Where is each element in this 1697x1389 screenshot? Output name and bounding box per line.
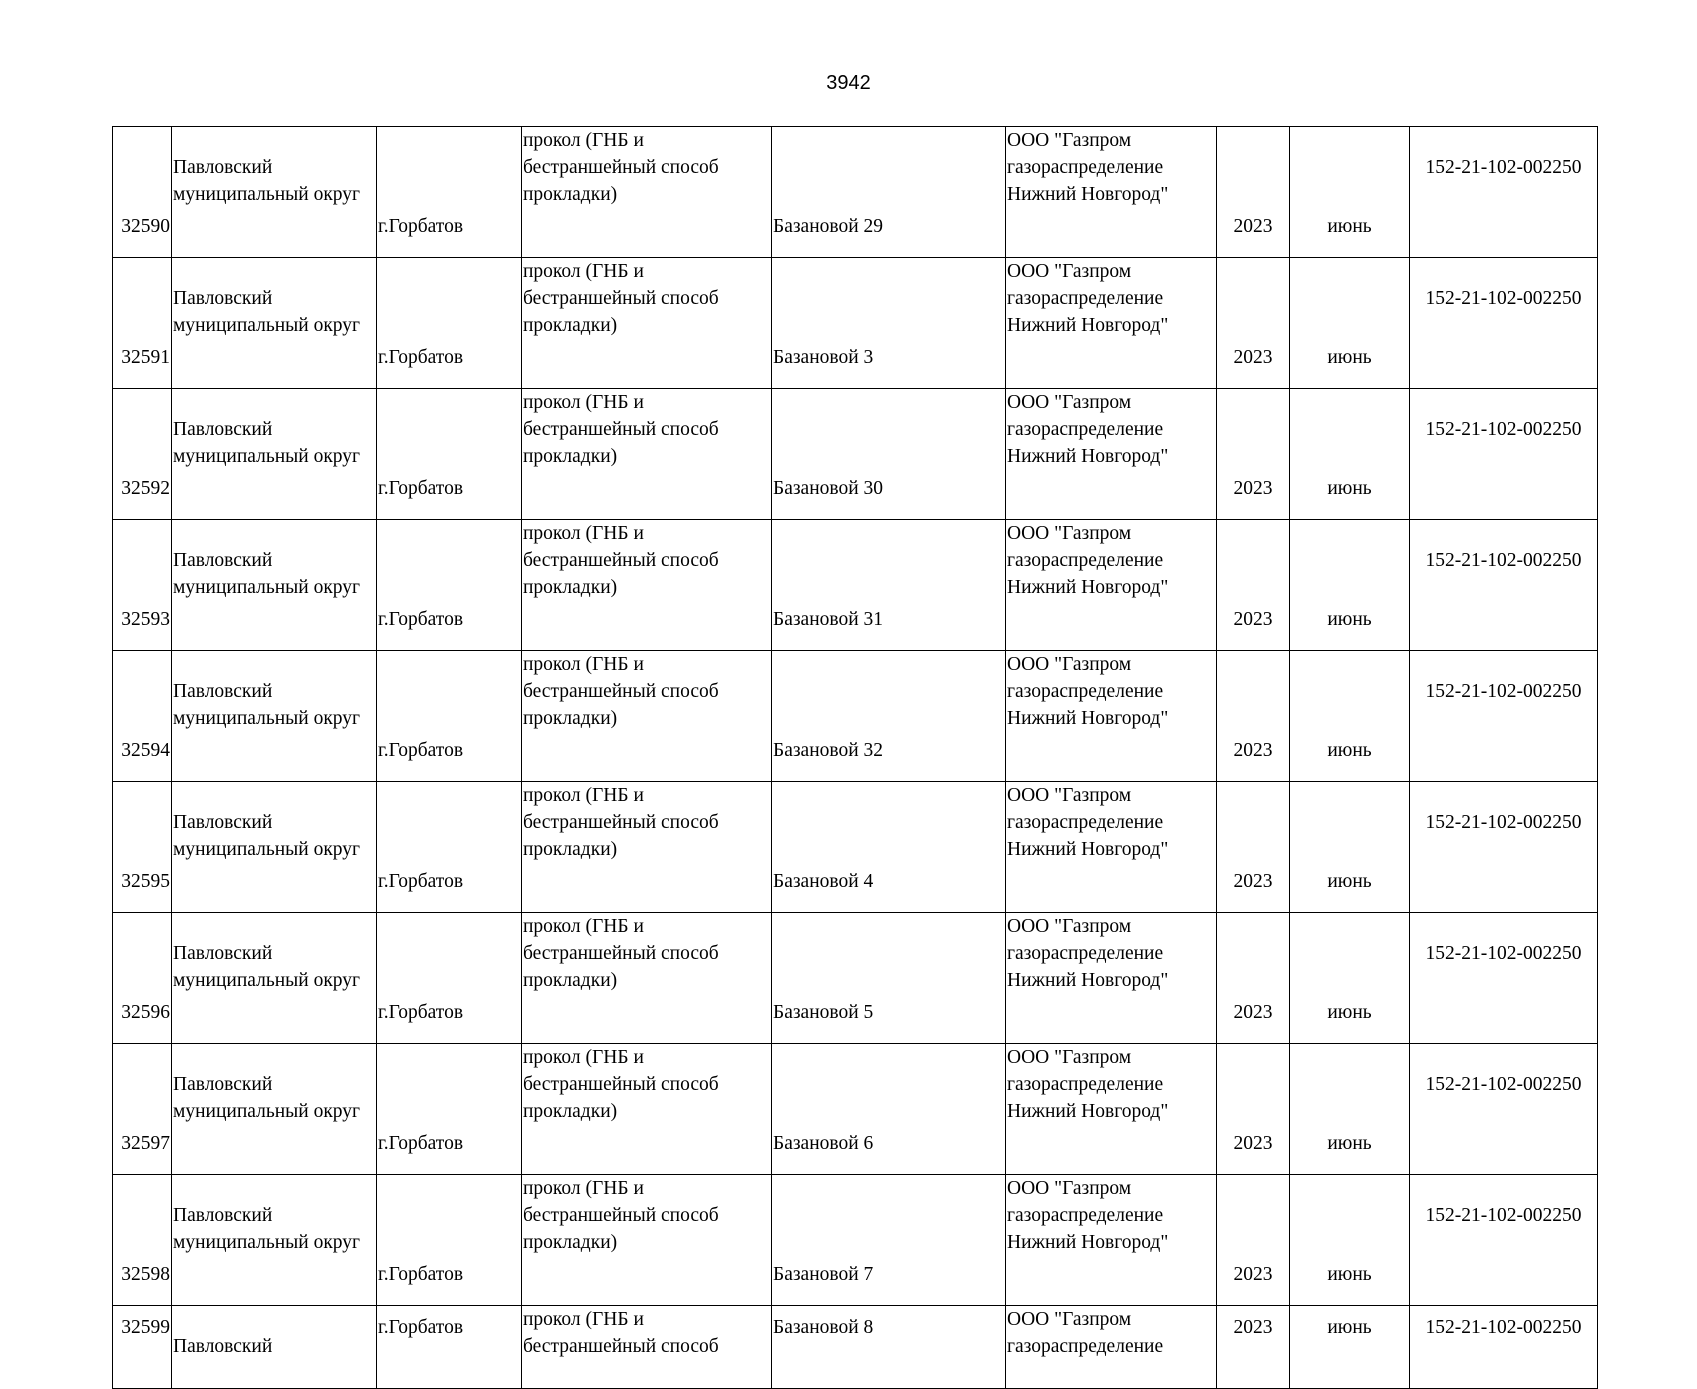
organization-line: ООО "Газпром xyxy=(1007,392,1132,413)
region-line: муниципальный округ xyxy=(173,184,361,205)
address-cell: Базановой 6 xyxy=(772,1044,1006,1175)
table-row xyxy=(113,782,1598,913)
locality-cell: г.Горбатов xyxy=(377,258,522,389)
work-type-line: бестраншейный способ xyxy=(523,943,719,964)
organization-line: ООО "Газпром xyxy=(1007,916,1132,937)
table-row xyxy=(113,913,1598,1044)
work-type-line: прокладки) xyxy=(523,839,618,860)
work-type-line: бестраншейный способ xyxy=(523,550,719,571)
row-number-cell: 32592 xyxy=(113,389,172,520)
code-cell: 152-21-102-002250 xyxy=(1410,651,1598,782)
month-cell: июнь xyxy=(1290,782,1410,913)
region-line: муниципальный округ xyxy=(173,970,361,991)
region-cell xyxy=(172,258,377,389)
work-type-line: бестраншейный способ xyxy=(523,419,719,440)
organization-line: Нижний Новгород" xyxy=(1007,577,1169,598)
table-row xyxy=(113,520,1598,651)
organization-line: Нижний Новгород" xyxy=(1007,708,1169,729)
region-cell xyxy=(172,1044,377,1175)
work-type-line: прокладки) xyxy=(523,970,618,991)
year-cell: 2023 xyxy=(1217,651,1290,782)
year-cell: 2023 xyxy=(1217,913,1290,1044)
month-cell: июнь xyxy=(1290,1044,1410,1175)
code-cell: 152-21-102-002250 xyxy=(1410,1044,1598,1175)
row-number-cell: 32597 xyxy=(113,1044,172,1175)
work-type-line: бестраншейный способ xyxy=(523,812,719,833)
organization-line: Нижний Новгород" xyxy=(1007,1101,1169,1122)
row-number-cell: 32593 xyxy=(113,520,172,651)
table-row xyxy=(113,127,1598,258)
organization-line: Нижний Новгород" xyxy=(1007,1232,1169,1253)
address-cell: Базановой 5 xyxy=(772,913,1006,1044)
region-line: муниципальный округ xyxy=(173,577,361,598)
locality-cell: г.Горбатов xyxy=(377,127,522,258)
year-cell: 2023 xyxy=(1217,127,1290,258)
region-line: муниципальный округ xyxy=(173,315,361,336)
work-type-line: бестраншейный способ xyxy=(523,288,719,309)
region-line: муниципальный округ xyxy=(173,446,361,467)
organization-line: ООО "Газпром xyxy=(1007,261,1132,282)
work-type-line: прокол (ГНБ и xyxy=(523,1047,644,1068)
month-cell: июнь xyxy=(1290,651,1410,782)
organization-cell xyxy=(1006,651,1217,782)
code-cell: 152-21-102-002250 xyxy=(1410,1175,1598,1306)
month-cell: июнь xyxy=(1290,127,1410,258)
region-cell xyxy=(172,651,377,782)
address-cell: Базановой 4 xyxy=(772,782,1006,913)
address-cell: Базановой 3 xyxy=(772,258,1006,389)
work-type-line: прокладки) xyxy=(523,1232,618,1253)
year-cell: 2023 xyxy=(1217,389,1290,520)
organization-line: Нижний Новгород" xyxy=(1007,839,1169,860)
locality-cell: г.Горбатов xyxy=(377,1044,522,1175)
organization-line: газораспределение xyxy=(1007,943,1164,964)
table-row xyxy=(113,1175,1598,1306)
year-cell: 2023 xyxy=(1217,1175,1290,1306)
region-line: Павловский xyxy=(173,419,273,440)
organization-line: газораспределение xyxy=(1007,1074,1164,1095)
organization-cell xyxy=(1006,1175,1217,1306)
work-type-line: прокол (ГНБ и xyxy=(523,785,644,806)
table-body xyxy=(113,127,1598,1389)
region-cell xyxy=(172,913,377,1044)
organization-line: газораспределение xyxy=(1007,681,1164,702)
work-type-line: прокладки) xyxy=(523,708,618,729)
work-type-line: прокол (ГНБ и xyxy=(523,654,644,675)
locality-cell: г.Горбатов xyxy=(377,913,522,1044)
region-line: Павловский xyxy=(173,157,273,178)
year-cell: 2023 xyxy=(1217,520,1290,651)
work-type-cell xyxy=(522,258,772,389)
row-number-cell: 32595 xyxy=(113,782,172,913)
work-type-cell xyxy=(522,651,772,782)
organization-line: газораспределение xyxy=(1007,288,1164,309)
row-number-cell: 32599 xyxy=(113,1306,172,1389)
organization-line: газораспределение xyxy=(1007,419,1164,440)
organization-line: ООО "Газпром xyxy=(1007,785,1132,806)
region-line: Павловский xyxy=(173,1205,273,1226)
work-type-line: бестраншейный способ xyxy=(523,1074,719,1095)
work-type-cell xyxy=(522,389,772,520)
work-type-cell xyxy=(522,520,772,651)
organization-line: ООО "Газпром xyxy=(1007,1309,1132,1330)
table-row xyxy=(113,1044,1598,1175)
code-cell: 152-21-102-002250 xyxy=(1410,520,1598,651)
region-cell xyxy=(172,389,377,520)
month-cell: июнь xyxy=(1290,1306,1410,1389)
work-type-line: прокол (ГНБ и xyxy=(523,1178,644,1199)
code-cell: 152-21-102-002250 xyxy=(1410,782,1598,913)
organization-cell xyxy=(1006,1044,1217,1175)
row-number-cell: 32594 xyxy=(113,651,172,782)
address-cell: Базановой 29 xyxy=(772,127,1006,258)
region-line: Павловский xyxy=(173,288,273,309)
region-cell xyxy=(172,782,377,913)
work-type-line: прокол (ГНБ и xyxy=(523,130,644,151)
table-row xyxy=(113,258,1598,389)
region-line: Павловский xyxy=(173,812,273,833)
code-cell: 152-21-102-002250 xyxy=(1410,389,1598,520)
code-cell: 152-21-102-002250 xyxy=(1410,913,1598,1044)
code-cell: 152-21-102-002250 xyxy=(1410,258,1598,389)
row-number-cell: 32598 xyxy=(113,1175,172,1306)
region-cell xyxy=(172,1175,377,1306)
address-cell: Базановой 30 xyxy=(772,389,1006,520)
month-cell: июнь xyxy=(1290,1175,1410,1306)
locality-cell: г.Горбатов xyxy=(377,389,522,520)
organization-line: Нижний Новгород" xyxy=(1007,184,1169,205)
region-line: Павловский xyxy=(173,681,273,702)
page-number: 3942 xyxy=(826,72,871,94)
locality-cell: г.Горбатов xyxy=(377,520,522,651)
region-line: Павловский xyxy=(173,943,273,964)
region-line: Павловский xyxy=(173,1336,273,1357)
address-cell: Базановой 8 xyxy=(772,1306,1006,1389)
organization-line: газораспределение xyxy=(1007,1336,1164,1357)
work-type-line: бестраншейный способ xyxy=(523,681,719,702)
year-cell: 2023 xyxy=(1217,1306,1290,1389)
locality-cell: г.Горбатов xyxy=(377,651,522,782)
work-type-cell xyxy=(522,1306,772,1389)
organization-line: газораспределение xyxy=(1007,550,1164,571)
work-type-cell xyxy=(522,782,772,913)
organization-cell xyxy=(1006,127,1217,258)
region-cell xyxy=(172,127,377,258)
organization-line: ООО "Газпром xyxy=(1007,1047,1132,1068)
work-type-cell xyxy=(522,1044,772,1175)
work-type-cell xyxy=(522,913,772,1044)
organization-cell xyxy=(1006,389,1217,520)
address-cell: Базановой 32 xyxy=(772,651,1006,782)
organization-line: газораспределение xyxy=(1007,812,1164,833)
work-type-line: прокладки) xyxy=(523,315,618,336)
organization-line: Нижний Новгород" xyxy=(1007,315,1169,336)
month-cell: июнь xyxy=(1290,520,1410,651)
work-type-cell xyxy=(522,127,772,258)
month-cell: июнь xyxy=(1290,389,1410,520)
organization-line: Нижний Новгород" xyxy=(1007,970,1169,991)
organization-line: Нижний Новгород" xyxy=(1007,446,1169,467)
code-cell: 152-21-102-002250 xyxy=(1410,1306,1598,1389)
work-type-line: прокладки) xyxy=(523,1101,618,1122)
work-type-line: бестраншейный способ xyxy=(523,1205,719,1226)
work-type-line: прокладки) xyxy=(523,184,618,205)
organization-cell xyxy=(1006,1306,1217,1389)
organization-line: ООО "Газпром xyxy=(1007,654,1132,675)
table-row xyxy=(113,1306,1598,1389)
organization-cell xyxy=(1006,913,1217,1044)
organization-cell xyxy=(1006,520,1217,651)
locality-cell: г.Горбатов xyxy=(377,1306,522,1389)
work-type-line: прокол (ГНБ и xyxy=(523,392,644,413)
work-type-line: бестраншейный способ xyxy=(523,157,719,178)
table-row xyxy=(113,389,1598,520)
organization-line: газораспределение xyxy=(1007,1205,1164,1226)
region-line: муниципальный округ xyxy=(173,1101,361,1122)
region-line: муниципальный округ xyxy=(173,839,361,860)
table-row xyxy=(113,651,1598,782)
work-type-cell xyxy=(522,1175,772,1306)
organization-line: ООО "Газпром xyxy=(1007,130,1132,151)
organization-line: ООО "Газпром xyxy=(1007,1178,1132,1199)
code-cell: 152-21-102-002250 xyxy=(1410,127,1598,258)
work-type-line: прокол (ГНБ и xyxy=(523,261,644,282)
region-line: Павловский xyxy=(173,550,273,571)
region-line: муниципальный округ xyxy=(173,1232,361,1253)
month-cell: июнь xyxy=(1290,258,1410,389)
organization-line: ООО "Газпром xyxy=(1007,523,1132,544)
organization-cell xyxy=(1006,258,1217,389)
region-line: муниципальный округ xyxy=(173,708,361,729)
locality-cell: г.Горбатов xyxy=(377,782,522,913)
row-number-cell: 32596 xyxy=(113,913,172,1044)
row-number-cell: 32591 xyxy=(113,258,172,389)
work-type-line: прокол (ГНБ и xyxy=(523,1309,644,1330)
year-cell: 2023 xyxy=(1217,258,1290,389)
region-line: Павловский xyxy=(173,1074,273,1095)
address-cell: Базановой 7 xyxy=(772,1175,1006,1306)
organization-cell xyxy=(1006,782,1217,913)
work-type-line: прокладки) xyxy=(523,446,618,467)
work-type-line: прокол (ГНБ и xyxy=(523,916,644,937)
work-type-line: бестраншейный способ xyxy=(523,1336,719,1357)
year-cell: 2023 xyxy=(1217,1044,1290,1175)
region-cell xyxy=(172,520,377,651)
locality-cell: г.Горбатов xyxy=(377,1175,522,1306)
month-cell: июнь xyxy=(1290,913,1410,1044)
organization-line: газораспределение xyxy=(1007,157,1164,178)
region-cell xyxy=(172,1306,377,1389)
row-number-cell: 32590 xyxy=(113,127,172,258)
work-type-line: прокладки) xyxy=(523,577,618,598)
address-cell: Базановой 31 xyxy=(772,520,1006,651)
work-type-line: прокол (ГНБ и xyxy=(523,523,644,544)
year-cell: 2023 xyxy=(1217,782,1290,913)
